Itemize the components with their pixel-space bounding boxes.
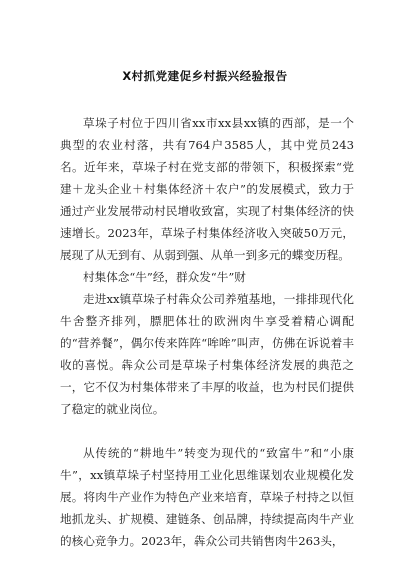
section-heading: 村集体念“牛”经，群众发“牛”财 bbox=[83, 270, 246, 284]
document-title: X村抓党建促乡村振兴经验报告 bbox=[122, 69, 288, 83]
paragraph-intro: 草垛子村位于四川省xx市xx县xx镇的西部，是一个典型的农业村落，共有764户3585人，其中党员243名。近年来，草垛子村在党支部的带领下，积极探索“党建＋龙头企业＋村集体经济＋农户”的发展模式，致力于通过产业发展带动村民增收致富，实现了村集体经济的快速增长。2023年，草垛子村集体经济收入突破50万元，展现了从无到有、从弱到强、从单一到多元的蝶变历程。 bbox=[60, 116, 354, 262]
paragraph-industry: 从传统的“耕地牛”转变为现代的“致富牛”和“小康牛”，xx镇草垛子村坚持用工业化思维谋划农业规模化发展。将肉牛产业作为特色产业来培育，草垛子村持之以恒地抓龙头、扩规模、建链条、创品牌，持续提高肉牛产业的核心竞争力。2023年，犇众公司共销售肉牛263头， bbox=[60, 446, 354, 548]
paragraph-farm: 走进xx镇草垛子村犇众公司养殖基地，一排排现代化牛舍整齐排列，膘肥体壮的欧洲肉牛享受着精心调配的“营养餐”，偶尔传来阵阵“哞哞”叫声，仿佛在诉说着丰收的喜悦。犇众公司是草垛子村集体经济发展的典范之一，它不仅为村集体带来了丰厚的收益，也为村民们提供了稳定的就业岗位。 bbox=[60, 292, 354, 416]
